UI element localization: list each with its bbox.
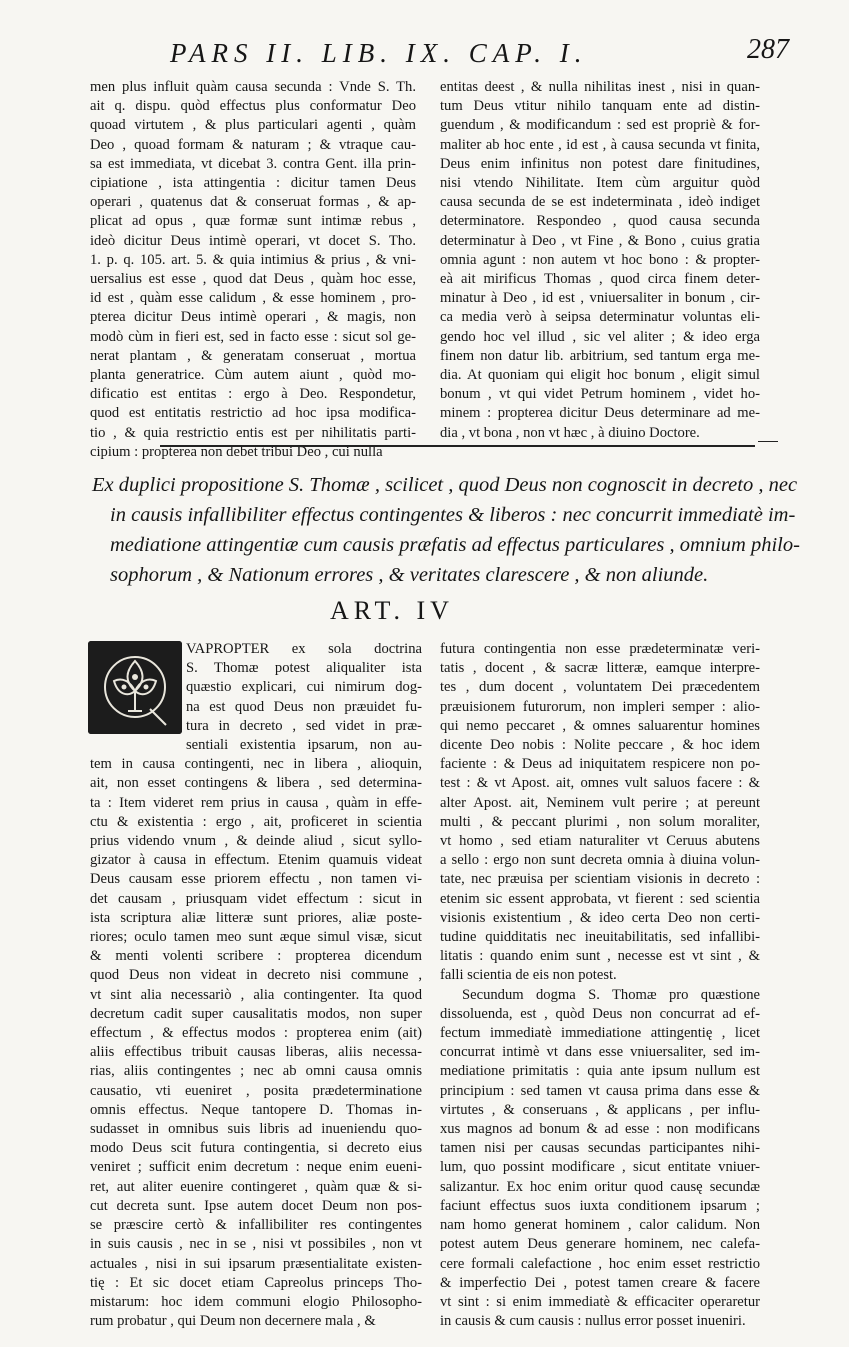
text-line: falli scientia de eis non potest.	[440, 967, 617, 984]
text-line: præuisionem futurorum, non impleri semper : alio-	[440, 698, 760, 715]
section-heading	[80, 470, 800, 590]
text-line: tatis , docent , & sacræ litteræ, eamque interpre-	[440, 660, 760, 677]
text-line: Deo , quoad formam & naturam ; & vtraque cau-	[90, 136, 416, 153]
heading-line: in causis infallibiliter effectus contingentes & liberos : nec concurrit immediatè im-	[110, 504, 796, 526]
text-line: omnia agunt : non autem vt hoc bono : & propter-	[440, 251, 760, 268]
text-line: dificatio est entitas : ergo à Deo. Respondetur,	[90, 386, 416, 403]
text-line: in suis causis , nec in se , nisi vt possibiles , non vt	[90, 1236, 422, 1253]
heading-line: mediatione attingentiæ cum causis præfatis ad effectus particulares , omnium philo-	[110, 534, 800, 556]
top-left-column	[90, 78, 416, 462]
text-line: visionis existentium , & ideo certa Deo non certi-	[440, 909, 760, 926]
text-line: plicat ad opus , quæ formæ sunt intimæ rebus ,	[90, 213, 416, 230]
text-line: vt sint alia necessariò , alia contingenter. Ita quod	[90, 986, 422, 1003]
text-line: decretum cadit super causalitatis modos, non super	[90, 1005, 422, 1022]
text-line: entitas deest , & nulla nihilitas inest , nisi in quan-	[440, 79, 760, 95]
bottom-left-column	[90, 640, 422, 1331]
text-line: operari , quatenus dat & conseruat formas , & ap-	[90, 194, 416, 211]
text-line: causa secunda de se est indeterminata , ideò indiget	[440, 194, 760, 211]
section-rule-end	[758, 441, 778, 442]
text-line: tudine quidditatis nec ineuitabilitatis, sed infallibi-	[440, 929, 760, 946]
text-line: & imperfectio Dei , potest tamen creare & facere	[440, 1274, 760, 1291]
text-line: & menti volenti scribere : propterea dicendum	[90, 948, 422, 965]
text-line: a sello : ergo non sunt decreta omnia à diuina volun-	[440, 852, 760, 869]
text-line: se præscire certò & infallibiliter res contingentes	[90, 1217, 422, 1234]
text-line: nisi vtendo Nihilitate. Item cùm arguitur quòd	[440, 175, 760, 192]
text-line: in causis & cum causis : nullus error posset inueniri.	[440, 1313, 746, 1330]
top-right-column	[440, 78, 760, 443]
text-line: rum probatur , qui Deum non decernere mala , &	[90, 1313, 376, 1330]
text-line: dissoluenda, est , quòd Deus non concurrat ad ef-	[440, 1005, 760, 1022]
text-line: cut decreta sunt. Ipse autem docet Deum non pos-	[90, 1197, 422, 1214]
text-line: vt sint : si enim immediatè & efficaciter operaretur	[440, 1293, 760, 1310]
text-line: cere formali calefactione , hoc enim esset restrictio	[440, 1255, 760, 1272]
text-line: maliter ab hoc ente , id est , à causa secunda vt finita,	[440, 136, 760, 153]
text-line: veniret ; sufficit enim decretum : neque enim eueni-	[90, 1159, 422, 1176]
text-line: multi , & peccant plurimi , non solum moraliter,	[440, 813, 760, 830]
text-line: finem non datur lib. arbitrium, sed tantum erga me-	[440, 347, 760, 364]
text-line: cipium : propterea non debet tribui Deo , cui nulla	[90, 443, 383, 460]
text-line: determinatur à Deo , vt Fine , & Bono , cuius gratia	[440, 232, 760, 249]
heading-line: Ex duplici propositione S. Thomæ , scilicet , quod Deus non cognoscit in decreto , nec	[92, 474, 798, 496]
text-line: vt homo , sed etiam naturaliter vt Ceruus abutens	[440, 833, 760, 850]
text-line: Deus enim infinitus non potest dare finitudines,	[440, 155, 760, 172]
bottom-right-column	[440, 640, 760, 1331]
text-line: lum, quo possint modificare , sicut entitate vniuer-	[440, 1159, 760, 1176]
text-line: concurrat intimè vt dans esse vniuersaliter, sed im-	[440, 1044, 760, 1061]
text-line: etenim sic essent approbata, vt fierent : sed scientia	[440, 890, 760, 907]
text-line: principium : sed tamen vt causa prima dans esse &	[440, 1082, 760, 1099]
text-line: quod Deus non videat in decreto nisi commune ,	[90, 967, 422, 984]
text-line: actuales , nisi in sui ipsarum præsentialitate existen-	[90, 1255, 422, 1272]
text-line: ait q. dispu. quòd effectus plus conformatur Deo	[90, 98, 416, 115]
text-line: tum Deus vtitur nihilo tanquam ente ad distin-	[440, 98, 760, 115]
text-line: tio , & quia restrictio entis est per nihilitatis parti-	[90, 424, 416, 441]
text-line: quoad virtutem , & plus particulari agenti , quàm	[90, 117, 416, 134]
text-line: minatur à Deo , id est , vniuersaliter in bonum , cir-	[440, 290, 760, 307]
text-line: cipiatione , ista attingentia : dicitur tamen Deus	[90, 175, 416, 192]
page-number: 287	[747, 34, 789, 65]
text-line: omnis effectus. Neque tantopere D. Thomas in-	[90, 1101, 422, 1118]
text-line: sentiali existentia ipsarum, non au-	[186, 737, 422, 754]
text-line: ta : Item videret rem prius in causa , quàm in effe-	[90, 794, 422, 811]
running-title: PARS II. LIB. IX. CAP. I.	[170, 38, 588, 68]
text-line: tamen nisi per causas secundas participantes nihi-	[440, 1140, 760, 1157]
text-line: potest autem Deus generare hominem, nec calefa-	[440, 1236, 760, 1253]
text-line: tem in causa contingenti, nec in libera , alioquin,	[90, 756, 422, 773]
text-line: dia , vt bona , non vt hæc , à diuino Doctore.	[440, 424, 700, 441]
text-line: nam homo generat hominem , calor calidum. Non	[440, 1217, 760, 1234]
text-line: tię : Et sic docet etiam Capreolus princeps Tho-	[90, 1274, 422, 1291]
article-label: ART. IV	[330, 596, 454, 625]
text-line: alter Apost. ait, Neminem vult perire ; at pereunt	[440, 794, 760, 811]
text-line: bonum , vt qui videt Petrum hominem , videt ho-	[440, 386, 760, 403]
text-line: sa est immediata, vt dicebat 3. contra Gent. illa prin-	[90, 155, 416, 172]
text-line: mediatione primitatis : quia ante ipsum nullum est	[440, 1063, 760, 1080]
text-line: virtutes , & conseruans , & applicans , per influ-	[440, 1101, 760, 1118]
text-line: men plus influit quàm causa secunda : Vnde S. Th.	[90, 79, 416, 95]
text-line: nerat plantam , & generatam conseruat , mortua	[90, 347, 416, 364]
text-line: test : & vt Apost. ait, omnes vult saluos facere : &	[440, 775, 760, 792]
text-line: VAPROPTER ex sola doctrina	[186, 641, 422, 657]
text-line: prius videndo vnum , & deinde aliud , sicut syllo-	[90, 833, 422, 850]
text-line: ideò dicitur Deus intimè operari, vt docet S. Tho.	[90, 232, 416, 249]
text-line: 1. p. q. 105. art. 5. & quia intimius & prius , & vni-	[90, 251, 416, 268]
section-rule	[160, 445, 755, 447]
text-line: faciente : & Deus ad iniquitatem respicere non po-	[440, 756, 760, 773]
text-line: dia. At quoniam qui eligit hoc bonum , eligit simul	[440, 367, 760, 384]
text-line: causatio, vti eueniret , posita prædeterminatione	[90, 1082, 422, 1099]
text-line: qui nemo peccaret , & omnes saluarentur homines	[440, 717, 760, 734]
text-line: modò cùm in fieri est, sed in facto esse : sicut sol ge-	[90, 328, 416, 345]
text-line: planta generatrice. Cùm autem aiunt , quòd mo-	[90, 367, 416, 384]
text-line: det causam , priusquam videt effectum : sicut in	[90, 890, 422, 907]
text-line: futura contingentia non esse prædeterminatæ veri-	[440, 641, 760, 657]
text-line: quod est entitatis restrictio ad hoc ipsa modifica-	[90, 405, 416, 422]
text-line: id est , quàm esse calidum , & esse hominem , pro-	[90, 290, 416, 307]
text-line: gendo hoc vel illud , sic vel aliter ; & ideo erga	[440, 328, 760, 345]
text-line: faciunt effectus suos iuxta conditionem ipsarum ;	[440, 1197, 760, 1214]
text-line: fectum immediatè immediatione attingentię , licet	[440, 1025, 760, 1042]
text-line: Deus causam esse priorem effectu , non tamen vi-	[90, 871, 422, 888]
text-line: salizantur. Ex hoc enim oritur quod causę secundæ	[440, 1178, 760, 1195]
text-line: eà ait mirificus Thomas , quod circa finem deter-	[440, 271, 760, 288]
text-line: ca media verò à seipsa determinatur voluntas eli-	[440, 309, 760, 326]
text-line: pterea dicitur Deus intimè operari , & magis, non	[90, 309, 416, 326]
text-line: sudasset in omnibus suis libris ad inueniendu quo-	[90, 1121, 422, 1138]
text-line: ctu & existentia : ergo , ait, proficeret in scientia	[90, 813, 422, 830]
text-line: litatis : quando enim sunt , necesse est vt sint , &	[440, 948, 760, 965]
text-line: tura in decreto , sed videt in præ-	[186, 717, 422, 734]
text-line: na est quod Deus non præuidet fu-	[186, 698, 422, 715]
text-line: determinatore. Respondeo , quod causa secunda	[440, 213, 760, 230]
text-line: mistarum: hoc idem communi elogio Philosopho-	[90, 1293, 422, 1310]
text-line: riores; oculo tamen meo sunt æque simul visæ, sicut	[90, 929, 422, 946]
text-line: ista scriptura aliæ litteræ sunt priores, aliæ poste-	[90, 909, 422, 926]
text-line: aliis effectibus tribuit causas liberas, aliis necessa-	[90, 1044, 422, 1061]
text-line: S. Thomæ potest aliqualiter ista	[186, 660, 422, 677]
text-line: tate, nec præuisa per scientiam visionis in decreto :	[440, 871, 760, 888]
text-line: effectum , & effectus modos : propterea enim (ait)	[90, 1025, 422, 1042]
text-line: guendum , & modificandum : sed est propriè & for-	[440, 117, 760, 134]
text-line: gizator à causa in effectum. Etenim quamuis videat	[90, 852, 422, 869]
text-line: tes , dum docent , voluntatem Dei præcedentem	[440, 679, 760, 696]
text-line: dicente Deo nobis : Nolite peccare , & hoc idem	[440, 737, 760, 754]
text-line: uersalius est esse , quod dat Deus , quàm hoc esse,	[90, 271, 416, 288]
text-line: Secundum dogma S. Thomæ pro quæstione	[462, 986, 760, 1003]
text-line: ret, aut aliter euenire contingeret , quàm quæ & si-	[90, 1178, 422, 1195]
text-line: modo Deus scit futura contingentia, si decreto eius	[90, 1140, 422, 1157]
text-line: quæstio explicari, cui nimirum dog-	[186, 679, 422, 696]
text-line: ait, non esset contingens & libera , sed determina-	[90, 775, 422, 792]
heading-line: sophorum , & Nationum errores , & veritates clarescere , & non aliunde.	[110, 564, 709, 586]
text-line: xus magnos ad bonum & ad esse : non modificans	[440, 1121, 760, 1138]
text-line: rias, aliis contingentes ; nec ab omni causa omnis	[90, 1063, 422, 1080]
text-line: minem : propterea dicitur Deus determinare ad me-	[440, 405, 760, 422]
